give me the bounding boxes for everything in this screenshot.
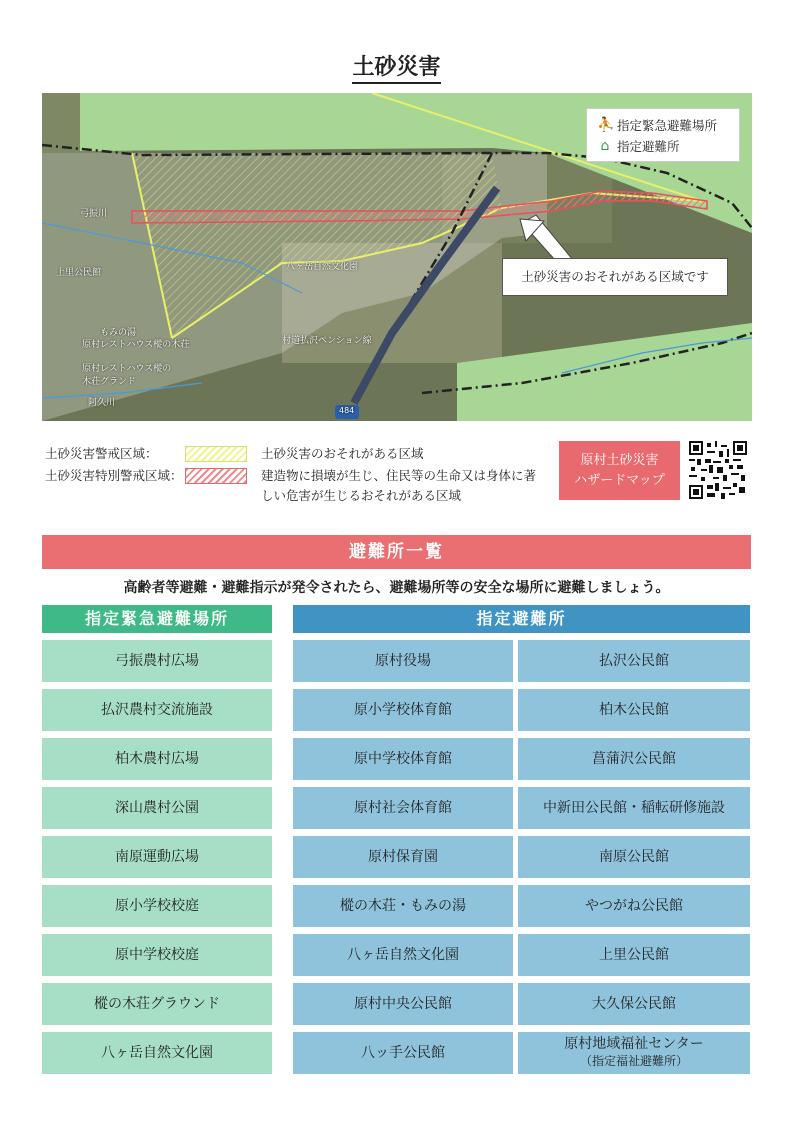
house-icon: ⌂ xyxy=(600,138,610,154)
page-title: 土砂災害 xyxy=(0,50,793,81)
shelter-item xyxy=(293,689,513,731)
emergency-site-item xyxy=(42,738,272,780)
hazard-map-button-line1: 原村土砂災害 xyxy=(580,452,659,468)
legend-emergency-label: 指定緊急避難場所 xyxy=(617,118,718,133)
emergency-site-item xyxy=(42,934,272,976)
shelter-item-label: 樅の木荘・もみの湯 xyxy=(340,897,466,914)
emergency-site-item-label: 弓振農村広場 xyxy=(115,652,199,669)
shelter-list-note: 高齢者等避難・避難指示が発令されたら、避難場所等の安全な場所に避難しましょう。 xyxy=(123,580,670,596)
emergency-site-item xyxy=(42,885,272,927)
shelter-item-label: 中新田公民館・稲転研修施設 xyxy=(543,799,725,816)
legend-shelter xyxy=(597,137,680,155)
shelter-item-label: 原村地域福祉センター xyxy=(564,1036,704,1052)
shelter-item xyxy=(518,885,750,927)
zone-warning-desc: 土砂災害のおそれがある区域 xyxy=(261,446,424,461)
map-legend xyxy=(586,108,740,162)
shelter-item xyxy=(518,689,750,731)
shelters-header: 指定避難所 xyxy=(293,605,750,633)
emergency-site-item-label: 払沢農村交流施設 xyxy=(101,701,213,718)
shelter-item-label: 菖蒲沢公民館 xyxy=(592,750,676,767)
shelter-item xyxy=(293,983,513,1025)
map-label-rest-house-ground: 原村レストハウス樅の木荘グランド xyxy=(82,364,172,387)
emergency-site-item-label: 樅の木荘グラウンド xyxy=(94,995,220,1012)
map-label-momi: もみの湯 xyxy=(100,328,137,338)
shelter-item xyxy=(293,1032,513,1074)
zone-warning-swatch xyxy=(185,446,247,462)
shelter-item xyxy=(518,983,750,1025)
shelter-item xyxy=(518,934,750,976)
emergency-site-item xyxy=(42,1032,272,1074)
callout-box: 土砂災害のおそれがある区域です xyxy=(502,258,728,296)
emergency-site-item xyxy=(42,836,272,878)
emergency-site-item xyxy=(42,787,272,829)
shelter-item xyxy=(518,738,750,780)
shelter-item-label: 八ッ手公民館 xyxy=(361,1044,445,1061)
map-label-yatsugatake: 八ヶ岳自然文化園 xyxy=(286,262,359,272)
shelter-item xyxy=(293,885,513,927)
shelter-item-label: 大久保公民館 xyxy=(592,995,676,1012)
map-label-pension: 村道払沢ペンション線 xyxy=(282,336,372,346)
running-person-icon: ⛹ xyxy=(597,117,615,133)
route-marker: 484 xyxy=(339,406,355,415)
shelter-item xyxy=(293,787,513,829)
emergency-site-item-label: 八ヶ岳自然文化園 xyxy=(101,1044,213,1061)
shelter-list-title: 避難所一覧 xyxy=(42,535,751,569)
shelter-item xyxy=(518,640,750,682)
zone-warning-row xyxy=(45,444,546,464)
shelter-item-label: やつがね公民館 xyxy=(585,897,683,914)
shelter-item-label: 原村中央公民館 xyxy=(354,995,452,1012)
zone-special-desc: 建造物に損壊が生じ、住民等の生命又は身体に著しい危害が生じるおそれがある区域 xyxy=(261,468,537,503)
shelter-item-label: 八ヶ岳自然文化園 xyxy=(347,946,459,963)
zone-special-row xyxy=(45,466,546,506)
hazard-map-button[interactable] xyxy=(559,441,680,500)
shelter-item-label: 原村社会体育館 xyxy=(354,799,452,816)
legend-shelter-label: 指定避難所 xyxy=(617,139,680,154)
shelter-item xyxy=(293,738,513,780)
shelter-item-label: 原小学校体育館 xyxy=(354,701,452,718)
shelter-item-label: 原村保育園 xyxy=(368,848,438,865)
emergency-site-item-label: 南原運動広場 xyxy=(115,848,199,865)
qr-code-icon[interactable] xyxy=(689,441,747,499)
shelter-item xyxy=(518,836,750,878)
zone-legend xyxy=(45,440,565,510)
map-label-kamisato: 上里公民館 xyxy=(56,268,102,278)
zone-warning-name: 土砂災害警戒区域： xyxy=(45,446,158,461)
shelter-item-label: 上里公民館 xyxy=(599,946,669,963)
map-label-rest-house: 原村レストハウス樅の木荘 xyxy=(82,340,190,350)
shelter-item-label: 原村役場 xyxy=(375,652,431,669)
shelter-item xyxy=(518,787,750,829)
emergency-site-item-label: 柏木農村広場 xyxy=(115,750,199,767)
emergency-site-item-label: 深山農村公園 xyxy=(115,799,199,816)
emergency-site-item-label: 原中学校校庭 xyxy=(115,946,199,963)
legend-emergency xyxy=(597,116,717,134)
emergency-site-item xyxy=(42,640,272,682)
map-label-river2: 阿久川 xyxy=(88,398,116,408)
emergency-site-item xyxy=(42,689,272,731)
zone-special-name: 土砂災害特別警戒区域： xyxy=(45,468,183,483)
emergency-site-item-label: 原小学校校庭 xyxy=(115,897,199,914)
shelter-item-label: 原中学校体育館 xyxy=(354,750,452,767)
hazard-map-button-line2: ハザードマップ xyxy=(574,472,665,488)
map-label-river: 弓振川 xyxy=(80,209,108,219)
shelter-item xyxy=(293,836,513,878)
shelter-item-label: 柏木公民館 xyxy=(599,701,669,718)
shelter-item-label: 南原公民館 xyxy=(599,848,669,865)
shelter-item-label: 払沢公民館 xyxy=(599,652,669,669)
shelter-item xyxy=(293,640,513,682)
emergency-sites-header: 指定緊急避難場所 xyxy=(42,605,272,633)
shelter-item xyxy=(293,934,513,976)
shelter-item xyxy=(518,1032,750,1074)
emergency-site-item xyxy=(42,983,272,1025)
welfare-note: （指定福祉避難所） xyxy=(579,1054,688,1068)
zone-special-swatch xyxy=(185,468,247,484)
